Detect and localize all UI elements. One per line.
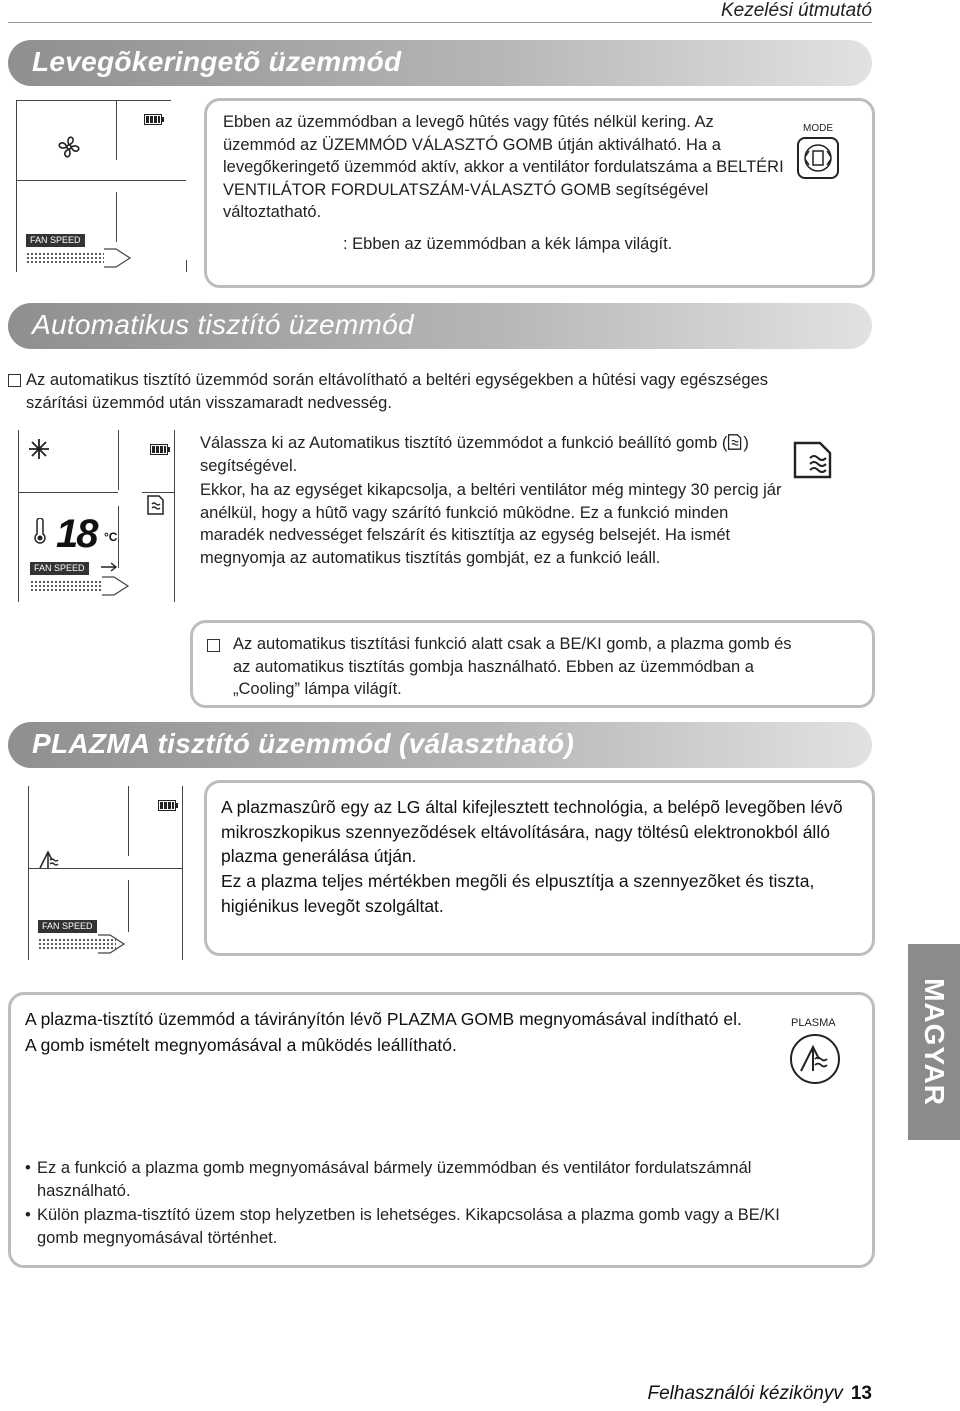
plasma-button-label: PLASMA (791, 1017, 836, 1029)
fan-speed-bar (30, 580, 102, 591)
fan-speed-bar (26, 252, 104, 263)
swing-arrow-icon (100, 560, 120, 574)
fan-speed-arrow-icon (104, 248, 132, 268)
lcd-display-fan-mode (16, 100, 172, 272)
auto-clean-step1: Válassza ki az Automatikus tisztító üzemmódot a funkció beállító gomb ( ) segítségével. (200, 434, 749, 475)
fan-icon (56, 134, 82, 160)
plasma-effect: Ez a plazma teljes mértékben megõli és elpusztítja a szennyezõket és tiszta, higiénikus levegõt szolgáltat. (221, 871, 815, 916)
header-rule (8, 22, 872, 23)
section-title: Automatikus tisztító üzemmód (32, 309, 414, 340)
manual-header-title: Kezelési útmutató (720, 0, 872, 21)
fan-speed-badge: FAN SPEED (38, 920, 97, 933)
auto-clean-intro-text: Az automatikus tisztító üzemmód során eltávolítható a beltéri egységekben a hûtési vagy egészséges szárítási üzemmód után visszamaradt nedvesség. (26, 371, 769, 412)
plasma-stop-text: A gomb ismételt megnyomásával a mûködés leállítható. (25, 1035, 457, 1055)
list-item: • Ez a funkció a plazma gomb megnyomásával bármely üzemmódban és ventilátor fordulatszámnál használható. (25, 1159, 752, 1200)
mode-button-label: MODE (803, 123, 833, 134)
lcd-temperature-unit: °C (104, 530, 118, 544)
thermometer-icon (32, 518, 50, 544)
air-circulation-description: Ebben az üzemmódban a levegõ hûtés vagy fûtés nélkül kering. Az üzemmód az ÜZEMMÓD VÁLASZTÓ GOMB útján aktiválható. Ha a levegőkeringető üzemmód aktív, akkor a ventilátor fordulatszáma a BELTÉRI VENTILÁTOR FORDULATSZÁM-VÁLASZTÓ GOMB segítségével változtatható. (223, 113, 784, 221)
plasma-description: A plazmaszûrõ egy az LG által kifejlesztett technológia, a belépõ levegõben lévõ mikroszkopikus szennyezõdések eltávolítására, nagy töltésû elektronokból álló plazma generálása útján. (221, 797, 843, 866)
lcd-display-plasma (28, 786, 184, 960)
auto-clean-note-box (190, 620, 875, 708)
auto-clean-instructions (200, 432, 790, 569)
fan-speed-arrow-icon (102, 576, 130, 596)
auto-clean-icon (146, 494, 166, 516)
list-item: • Külön plazma-tisztító üzem stop helyzetben is lehetséges. Kikapcsolása a plazma gomb vagy a BE/KI gomb megnyomásával történhet. (25, 1206, 780, 1247)
language-side-tab: MAGYAR (908, 944, 960, 1140)
bullet-box-icon (8, 374, 21, 387)
lcd-temperature: 18 (56, 512, 97, 556)
mode-button-icon (797, 137, 839, 179)
plasma-usage-box (8, 992, 875, 1268)
auto-clean-inline-icon (727, 433, 743, 451)
auto-clean-button-icon (792, 440, 836, 480)
battery-icon (158, 800, 178, 812)
section-title: PLAZMA tisztító üzemmód (választható) (32, 728, 575, 759)
section-banner-plasma (8, 722, 872, 768)
section-banner-auto-clean (8, 303, 872, 349)
battery-icon (150, 444, 170, 456)
fan-speed-arrow-icon (98, 934, 126, 954)
section-title: Levegõkeringetõ üzemmód (32, 46, 402, 77)
auto-clean-note: Az automatikus tisztítási funkció alatt csak a BE/KI gomb, a plazma gomb és az automatikus tisztítás gombja használható. Ebben az üzemmódban a „Cooling” lámpa világít. (233, 635, 792, 698)
auto-clean-step2: Ekkor, ha az egységet kikapcsolja, a beltéri ventilátor még mintegy 30 percig jár anélkül, hogy a hûtõ vagy szárító funkció mûködne. Ez a funkció minden maradék nedvességet felszárít és kitisztítja az egység belsejét. Ha ismét megnyomja az automatikus tisztítás gombját, ez a funkció leáll. (200, 481, 782, 567)
fan-speed-badge: FAN SPEED (30, 562, 89, 575)
battery-icon (144, 114, 164, 126)
footer-label: Felhasználói kézikönyv (647, 1383, 843, 1404)
auto-clean-intro (8, 369, 828, 414)
plasma-start-text: A plazma-tisztító üzemmód a távirányítón lévõ PLAZMA GOMB megnyomásával indítható el. (25, 1009, 742, 1029)
blue-lamp-note: : Ebben az üzemmódban a kék lámpa világít. (343, 235, 673, 253)
air-circulation-info-box (204, 98, 875, 288)
plasma-bullet-list (25, 1157, 825, 1249)
fan-speed-badge: FAN SPEED (26, 234, 85, 247)
snowflake-icon (28, 438, 50, 460)
section-banner-air-circulation (8, 40, 872, 86)
plasma-icon (38, 848, 62, 870)
bullet-box-icon (207, 639, 220, 652)
plasma-button-icon (789, 1033, 841, 1085)
page-number: 13 (850, 1383, 872, 1404)
page-footer (647, 1383, 872, 1405)
lcd-display-auto-clean (18, 430, 176, 602)
plasma-info-box (204, 780, 875, 956)
